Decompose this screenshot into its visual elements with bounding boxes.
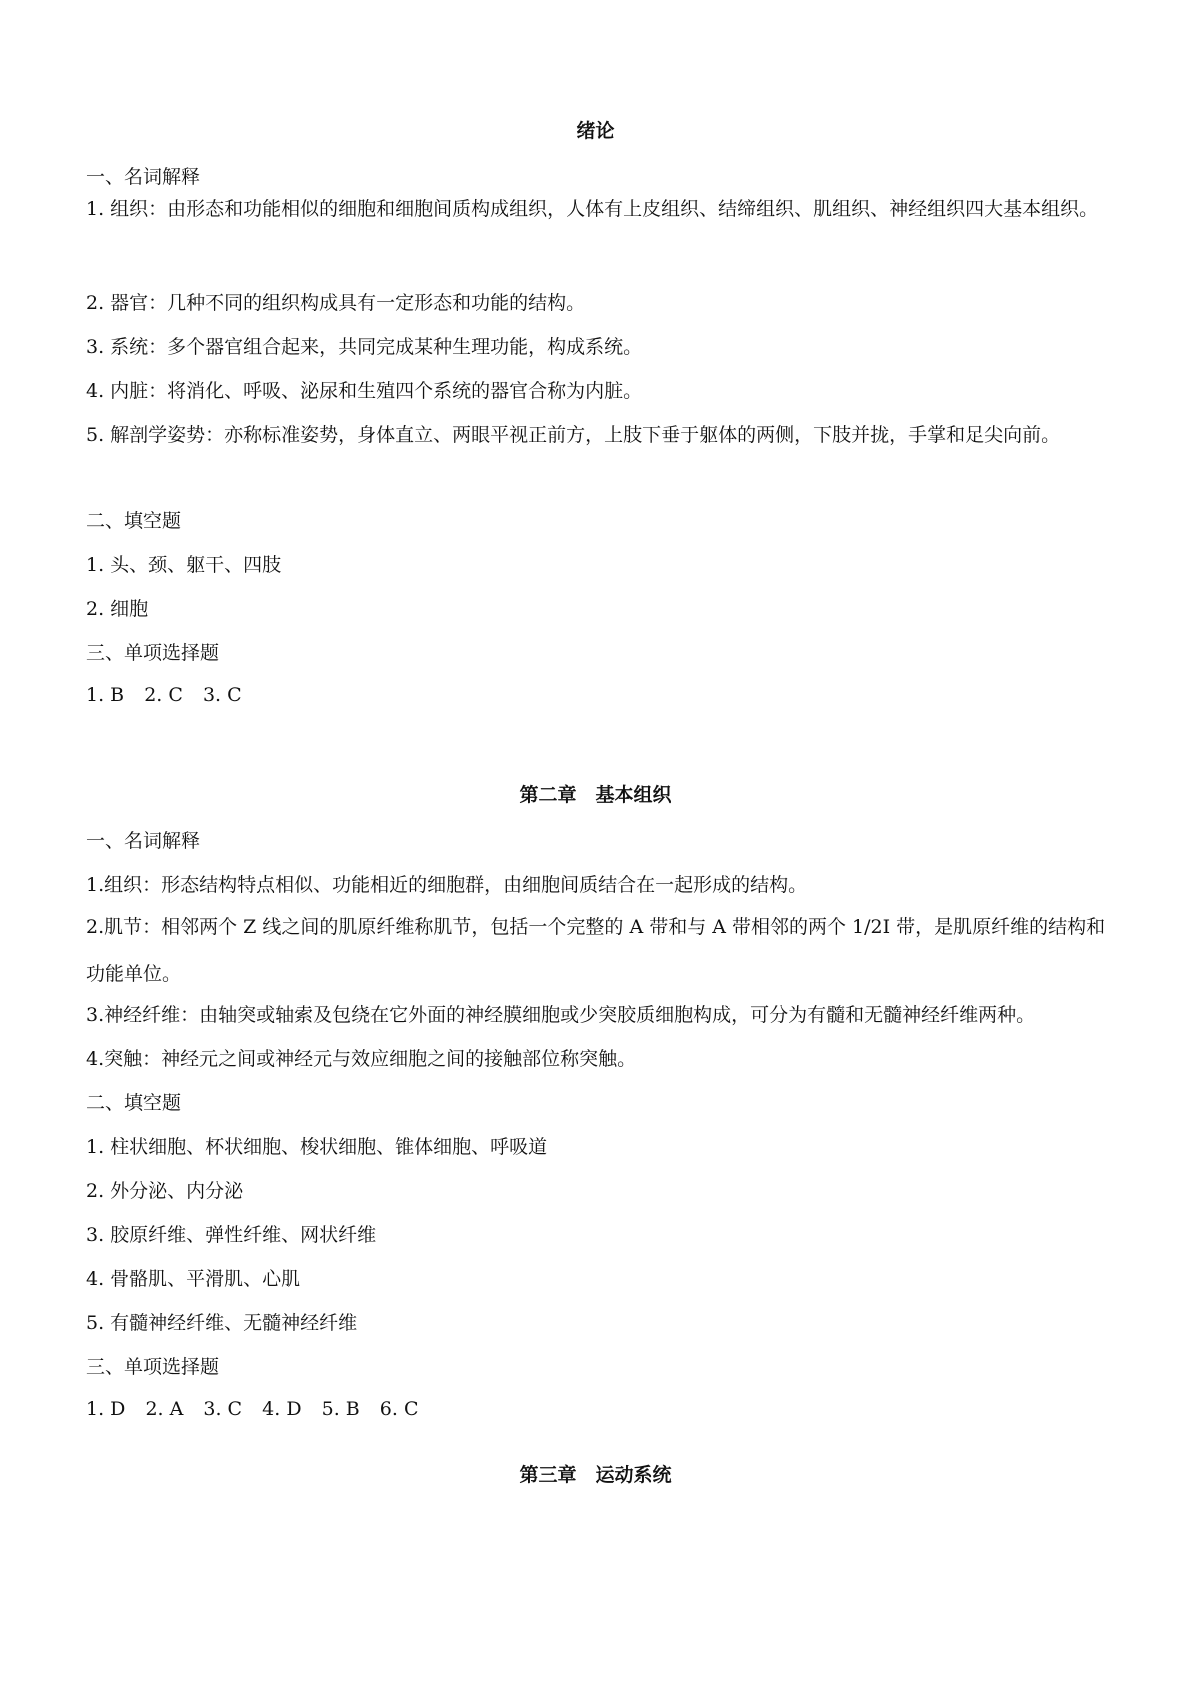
choice-answer: 6. C — [379, 1398, 419, 1420]
fill-item: 4. 骨骼肌、平滑肌、心肌 — [86, 1268, 301, 1290]
term-item: 1.组织：形态结构特点相似、功能相近的细胞群，由细胞间质结合在一起形成的结构。 — [86, 874, 808, 896]
fill-item: 1. 柱状细胞、杯状细胞、梭状细胞、锥体细胞、呼吸道 — [86, 1136, 548, 1158]
term-item: 3. 系统：多个器官组合起来，共同完成某种生理功能，构成系统。 — [86, 336, 643, 358]
section-title-chapter2: 第二章 基本组织 — [519, 784, 672, 806]
term-item: 2.肌节：相邻两个 Z 线之间的肌原纤维称肌节，包括一个完整的 A 带和与 A 带相邻的两个 1/2I 带，是肌原纤维的结构和功能单位。 — [86, 916, 1106, 985]
heading-choice: 三、单项选择题 — [86, 642, 220, 664]
section-title-intro: 绪论 — [576, 120, 615, 142]
choice-answer: 2. A — [145, 1398, 184, 1420]
heading-fill: 二、填空题 — [86, 510, 182, 532]
term-item: 5. 解剖学姿势：亦称标准姿势，身体直立、两眼平视正前方，上肢下垂于躯体的两侧，下肢并拢，手掌和足尖向前。 — [86, 424, 1061, 446]
heading-fill: 二、填空题 — [86, 1092, 182, 1114]
choice-answers — [86, 1386, 1116, 1433]
choice-answer: 3. C — [202, 684, 242, 706]
term-item: 3.神经纤维：由轴突或轴索及包绕在它外面的神经膜细胞或少突胶质细胞构成，可分为有髓和无髓神经纤维两种。 — [86, 1004, 1036, 1026]
fill-item: 1. 头、颈、躯干、四肢 — [86, 554, 282, 576]
heading-terms: 一、名词解释 — [86, 166, 201, 188]
term-item: 2. 器官：几种不同的组织构成具有一定形态和功能的结构。 — [86, 292, 586, 314]
choice-answers — [86, 672, 1116, 719]
choice-answer: 5. B — [321, 1398, 360, 1420]
term-item: 4. 内脏：将消化、呼吸、泌尿和生殖四个系统的器官合称为内脏。 — [86, 380, 643, 402]
heading-terms: 一、名词解释 — [86, 830, 201, 852]
choice-answer: 3. C — [203, 1398, 243, 1420]
fill-item: 2. 外分泌、内分泌 — [86, 1180, 244, 1202]
section-title-chapter3: 第三章 运动系统 — [519, 1464, 672, 1486]
fill-item: 3. 胶原纤维、弹性纤维、网状纤维 — [86, 1224, 377, 1246]
heading-choice: 三、单项选择题 — [86, 1356, 220, 1378]
choice-answer: 1. B — [86, 684, 125, 706]
choice-answer: 1. D — [86, 1398, 126, 1420]
term-item: 1. 组织：由形态和功能相似的细胞和细胞间质构成组织，人体有上皮组织、结缔组织、肌组织、神经组织四大基本组织。 — [86, 198, 1099, 220]
choice-answer: 2. C — [144, 684, 183, 706]
fill-item: 2. 细胞 — [86, 598, 149, 620]
fill-item: 5. 有髓神经纤维、无髓神经纤维 — [86, 1312, 358, 1334]
term-item: 4.突触：神经元之间或神经元与效应细胞之间的接触部位称突触。 — [86, 1048, 637, 1070]
choice-answer: 4. D — [262, 1398, 302, 1420]
